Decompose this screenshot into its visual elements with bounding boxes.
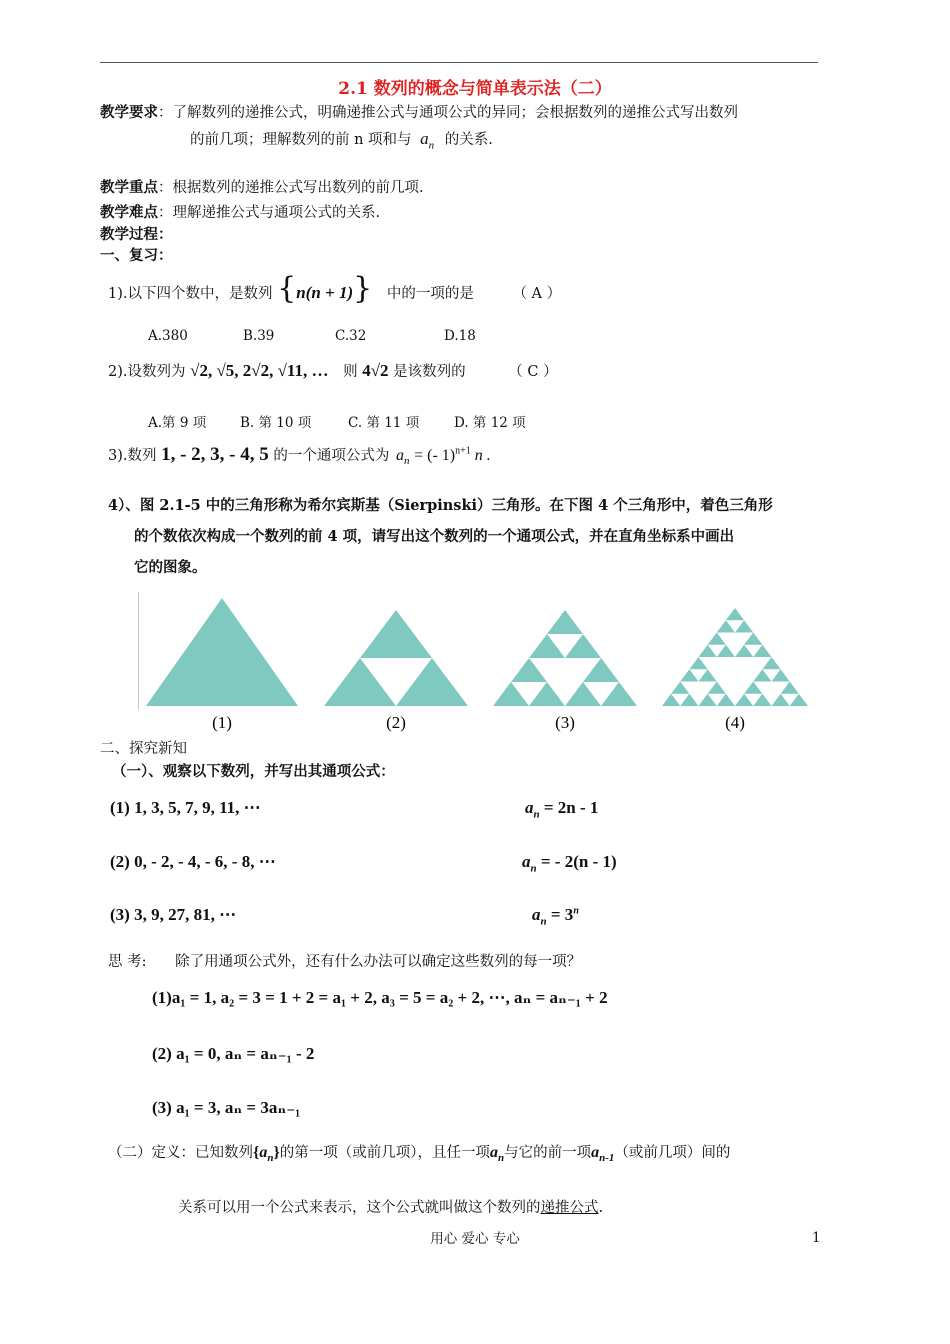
q3-formula-tail: n . xyxy=(474,447,491,464)
q2-option-a: A.第 9 项 xyxy=(148,415,207,431)
sierpinski-triangle-3 xyxy=(493,682,529,706)
q3-formula-exponent: n+1 xyxy=(455,445,471,457)
sierpinski-triangle-4 xyxy=(735,620,753,632)
q3-formula-main: = (- 1) xyxy=(414,447,456,464)
q3-expr: 1, - 2, 3, - 4, 5 xyxy=(161,444,269,465)
q3-formula xyxy=(414,447,491,464)
process-colon: ： xyxy=(158,226,173,243)
definition-line2 xyxy=(178,1196,603,1217)
sierpinski-triangle-4 xyxy=(753,669,771,681)
def-end: . xyxy=(598,1200,604,1216)
sierpinski-triangle-4 xyxy=(762,657,780,669)
recurrence-2: (2) a₁ = 0, aₙ = aₙ₋₁ - 2 xyxy=(152,1044,315,1063)
q1-post: 中的一项的是 xyxy=(386,286,474,302)
fig-label-4: (4) xyxy=(725,713,745,732)
sierpinski-triangle-4 xyxy=(699,694,717,706)
sierpinski-triangle-4 xyxy=(699,645,717,657)
sierpinski-triangle-3 xyxy=(565,634,601,658)
q1-brace-right: } xyxy=(353,271,373,306)
seq2-formula: $a_n$ = - 2(n - 1) xyxy=(522,852,617,875)
sierpinski-triangle-3 xyxy=(601,682,637,706)
sierpinski-triangle-4 xyxy=(735,694,753,706)
difficult-text: ：理解递推公式与通项公式的关系. xyxy=(158,205,381,221)
recurrence-1: (1)a₁ = 1, a₂ = 3 = 1 + 2 = a₁ + 2, a₃ = 5 = a₂ + 2, ⋯, aₙ = aₙ₋₁ + 2 xyxy=(152,988,608,1007)
sierpinski-triangle-4 xyxy=(699,669,717,681)
def-an-1: $a_{n-1}$ xyxy=(591,1144,615,1165)
sierpinski-triangle-4 xyxy=(781,682,799,694)
review-heading: 一、复习： xyxy=(100,247,173,264)
q2-expr2: 4√2 xyxy=(362,361,389,380)
q4-line3: 它的图象。 xyxy=(134,559,207,576)
process-heading xyxy=(100,223,173,244)
seq3: (3) 3, 9, 27, 81, ⋯ xyxy=(110,905,237,924)
def-seq-symbol: $\{a_n\}$ xyxy=(253,1144,280,1165)
seq1-formula-text: = 2n - 1 xyxy=(543,798,599,817)
q3-line xyxy=(108,444,491,467)
definition-line1 xyxy=(108,1141,730,1164)
q1-pre: 1).以下四个数中，是数列 xyxy=(108,286,273,302)
sierpinski-triangle-4 xyxy=(726,608,744,620)
fig-label-2: (2) xyxy=(386,713,406,732)
def-line2a: 关系可以用一个公式来表示，这个公式就叫做这个数列的 xyxy=(178,1200,541,1216)
q3-an: $a_n$ xyxy=(395,447,410,468)
sierpinski-triangle-4 xyxy=(753,694,771,706)
def-term: 递推公式 xyxy=(540,1200,599,1216)
def-post: （或前几项）间的 xyxy=(614,1145,731,1161)
sierpinski-triangle-4 xyxy=(662,694,680,706)
seq2: (2) 0, - 2, - 4, - 6, - 8, ⋯ xyxy=(110,852,276,871)
sierpinski-triangle-4 xyxy=(717,694,735,706)
def-pre: （二）定义：已知数列 xyxy=(108,1145,253,1161)
sierpinski-triangle-3 xyxy=(529,634,565,658)
sierpinski-triangle-2 xyxy=(360,610,432,658)
fig-label-3: (3) xyxy=(555,713,575,732)
sierpinski-triangle-3 xyxy=(565,682,601,706)
sierpinski-triangle-1 xyxy=(146,598,298,706)
q4-line2: 的个数依次构成一个数列的前 4 项，请写出这个数列的一个通项公式，并在直角坐标系中画出 xyxy=(134,528,735,545)
requirements-label: 教学要求 xyxy=(100,104,158,121)
explore-heading: 二、探究新知 xyxy=(100,741,187,757)
recurrence-3: (3) a₁ = 3, aₙ = 3aₙ₋₁ xyxy=(152,1098,301,1117)
q2-option-c: C. 第 11 项 xyxy=(348,415,420,431)
q2-option-d: D. 第 12 项 xyxy=(454,415,526,431)
key-text: ：根据数列的递推公式写出数列的前几项. xyxy=(158,180,424,196)
sierpinski-triangle-2 xyxy=(324,658,396,706)
key-label: 教学重点 xyxy=(100,179,158,196)
process-label: 教学过程 xyxy=(100,226,158,243)
q1-brace-left: { xyxy=(277,271,297,306)
q1-option-a: A.380 xyxy=(148,328,188,344)
requirements-line2 xyxy=(190,128,493,151)
q2-line xyxy=(108,360,558,381)
explore-sub1: （一）、观察以下数列，并写出其通项公式： xyxy=(112,763,395,780)
q3-post: 的一个通项公式为 xyxy=(273,448,390,464)
q2-post: 是该数列的 xyxy=(393,364,466,380)
sierpinski-triangle-4 xyxy=(671,682,689,694)
key-point xyxy=(100,176,424,197)
q2-then: 则 xyxy=(343,364,358,380)
think-text: 除了用通项公式外，还有什么办法可以确定这些数列的每一项？ xyxy=(175,954,582,970)
sierpinski-triangle-4 xyxy=(708,682,726,694)
triangle-group xyxy=(146,598,808,706)
q2-answer: （ C ） xyxy=(508,364,558,380)
seq1-formula: $a_n = 2n - 1$ xyxy=(525,798,599,821)
difficult-label: 教学难点 xyxy=(100,204,158,221)
requirements-text2b: 的关系. xyxy=(444,132,493,148)
sierpinski-triangle-4 xyxy=(753,645,771,657)
fig-label-1: (1) xyxy=(212,713,232,732)
sierpinski-triangle-4 xyxy=(717,645,735,657)
an-symbol: $a_n$ xyxy=(420,129,435,152)
sierpinski-triangle-4 xyxy=(689,657,707,669)
sierpinski-triangle-4 xyxy=(772,669,790,681)
sierpinski-triangle-4 xyxy=(680,669,698,681)
seq1: (1) 1, 3, 5, 7, 9, 11, ⋯ xyxy=(110,798,261,817)
sierpinski-triangle-3 xyxy=(511,658,547,682)
sierpinski-triangle-4 xyxy=(717,620,735,632)
think-line xyxy=(108,950,581,971)
sierpinski-triangle-3 xyxy=(529,682,565,706)
q2-expr: √2, √5, 2√2, √11, … xyxy=(190,361,329,380)
difficult-point xyxy=(100,201,380,222)
seq2-formula-text: = - 2(n - 1) xyxy=(540,852,617,871)
requirements-text: ：了解数列的递推公式，明确递推公式与通项公式的异同；会根据数列的递推公式写出数列 xyxy=(158,105,738,121)
q3-pre: 3).数列 xyxy=(108,448,157,464)
q2-option-b: B. 第 10 项 xyxy=(240,415,312,431)
sierpinski-triangle-3 xyxy=(583,658,619,682)
sierpinski-triangle-3 xyxy=(547,610,583,634)
q1-expr: n(n + 1) xyxy=(296,283,354,302)
q2-pre: 2).设数列为 xyxy=(108,364,186,380)
sierpinski-triangle-4 xyxy=(708,633,726,645)
seq3-formula-text: = 3 xyxy=(550,905,574,924)
def-an: $a_n$ xyxy=(490,1144,505,1165)
seq3-formula: $a_n = 3^n$ xyxy=(532,905,579,928)
sierpinski-triangle-4 xyxy=(680,694,698,706)
sierpinski-figure xyxy=(138,588,818,736)
requirements-text2: 的前几项；理解数列的前 n 项和与 xyxy=(190,132,412,148)
think-label: 思 考: xyxy=(108,954,147,970)
def-mid2: 与它的前一项 xyxy=(504,1145,592,1161)
def-mid1: 的第一项（或前几项），且任一项 xyxy=(279,1145,490,1161)
q1-option-c: C.32 xyxy=(335,328,367,344)
top-rule xyxy=(100,62,818,63)
sierpinski-triangle-4 xyxy=(735,645,753,657)
footer-motto: 用心 爱心 专心 xyxy=(430,1231,520,1247)
sierpinski-triangle-4 xyxy=(744,633,762,645)
sierpinski-triangle-4 xyxy=(772,694,790,706)
requirements-line1 xyxy=(100,101,738,122)
q1-answer: （ A ） xyxy=(512,286,562,302)
sierpinski-triangle-2 xyxy=(396,658,468,706)
sierpinski-triangle-4 xyxy=(790,694,808,706)
page-number: 1 xyxy=(812,1230,821,1246)
q1-option-b: B.39 xyxy=(243,328,275,344)
page-title: 2.1 数列的概念与简单表示法（二） xyxy=(338,79,612,99)
q1-line xyxy=(108,271,562,306)
q1-option-d: D.18 xyxy=(444,328,476,344)
q4-line1: 4）、图 2.1-5 中的三角形称为希尔宾斯基（Sierpinski）三角形。在下图 4 个三角形中，着色三角形 xyxy=(108,497,773,514)
sierpinski-triangle-4 xyxy=(744,682,762,694)
